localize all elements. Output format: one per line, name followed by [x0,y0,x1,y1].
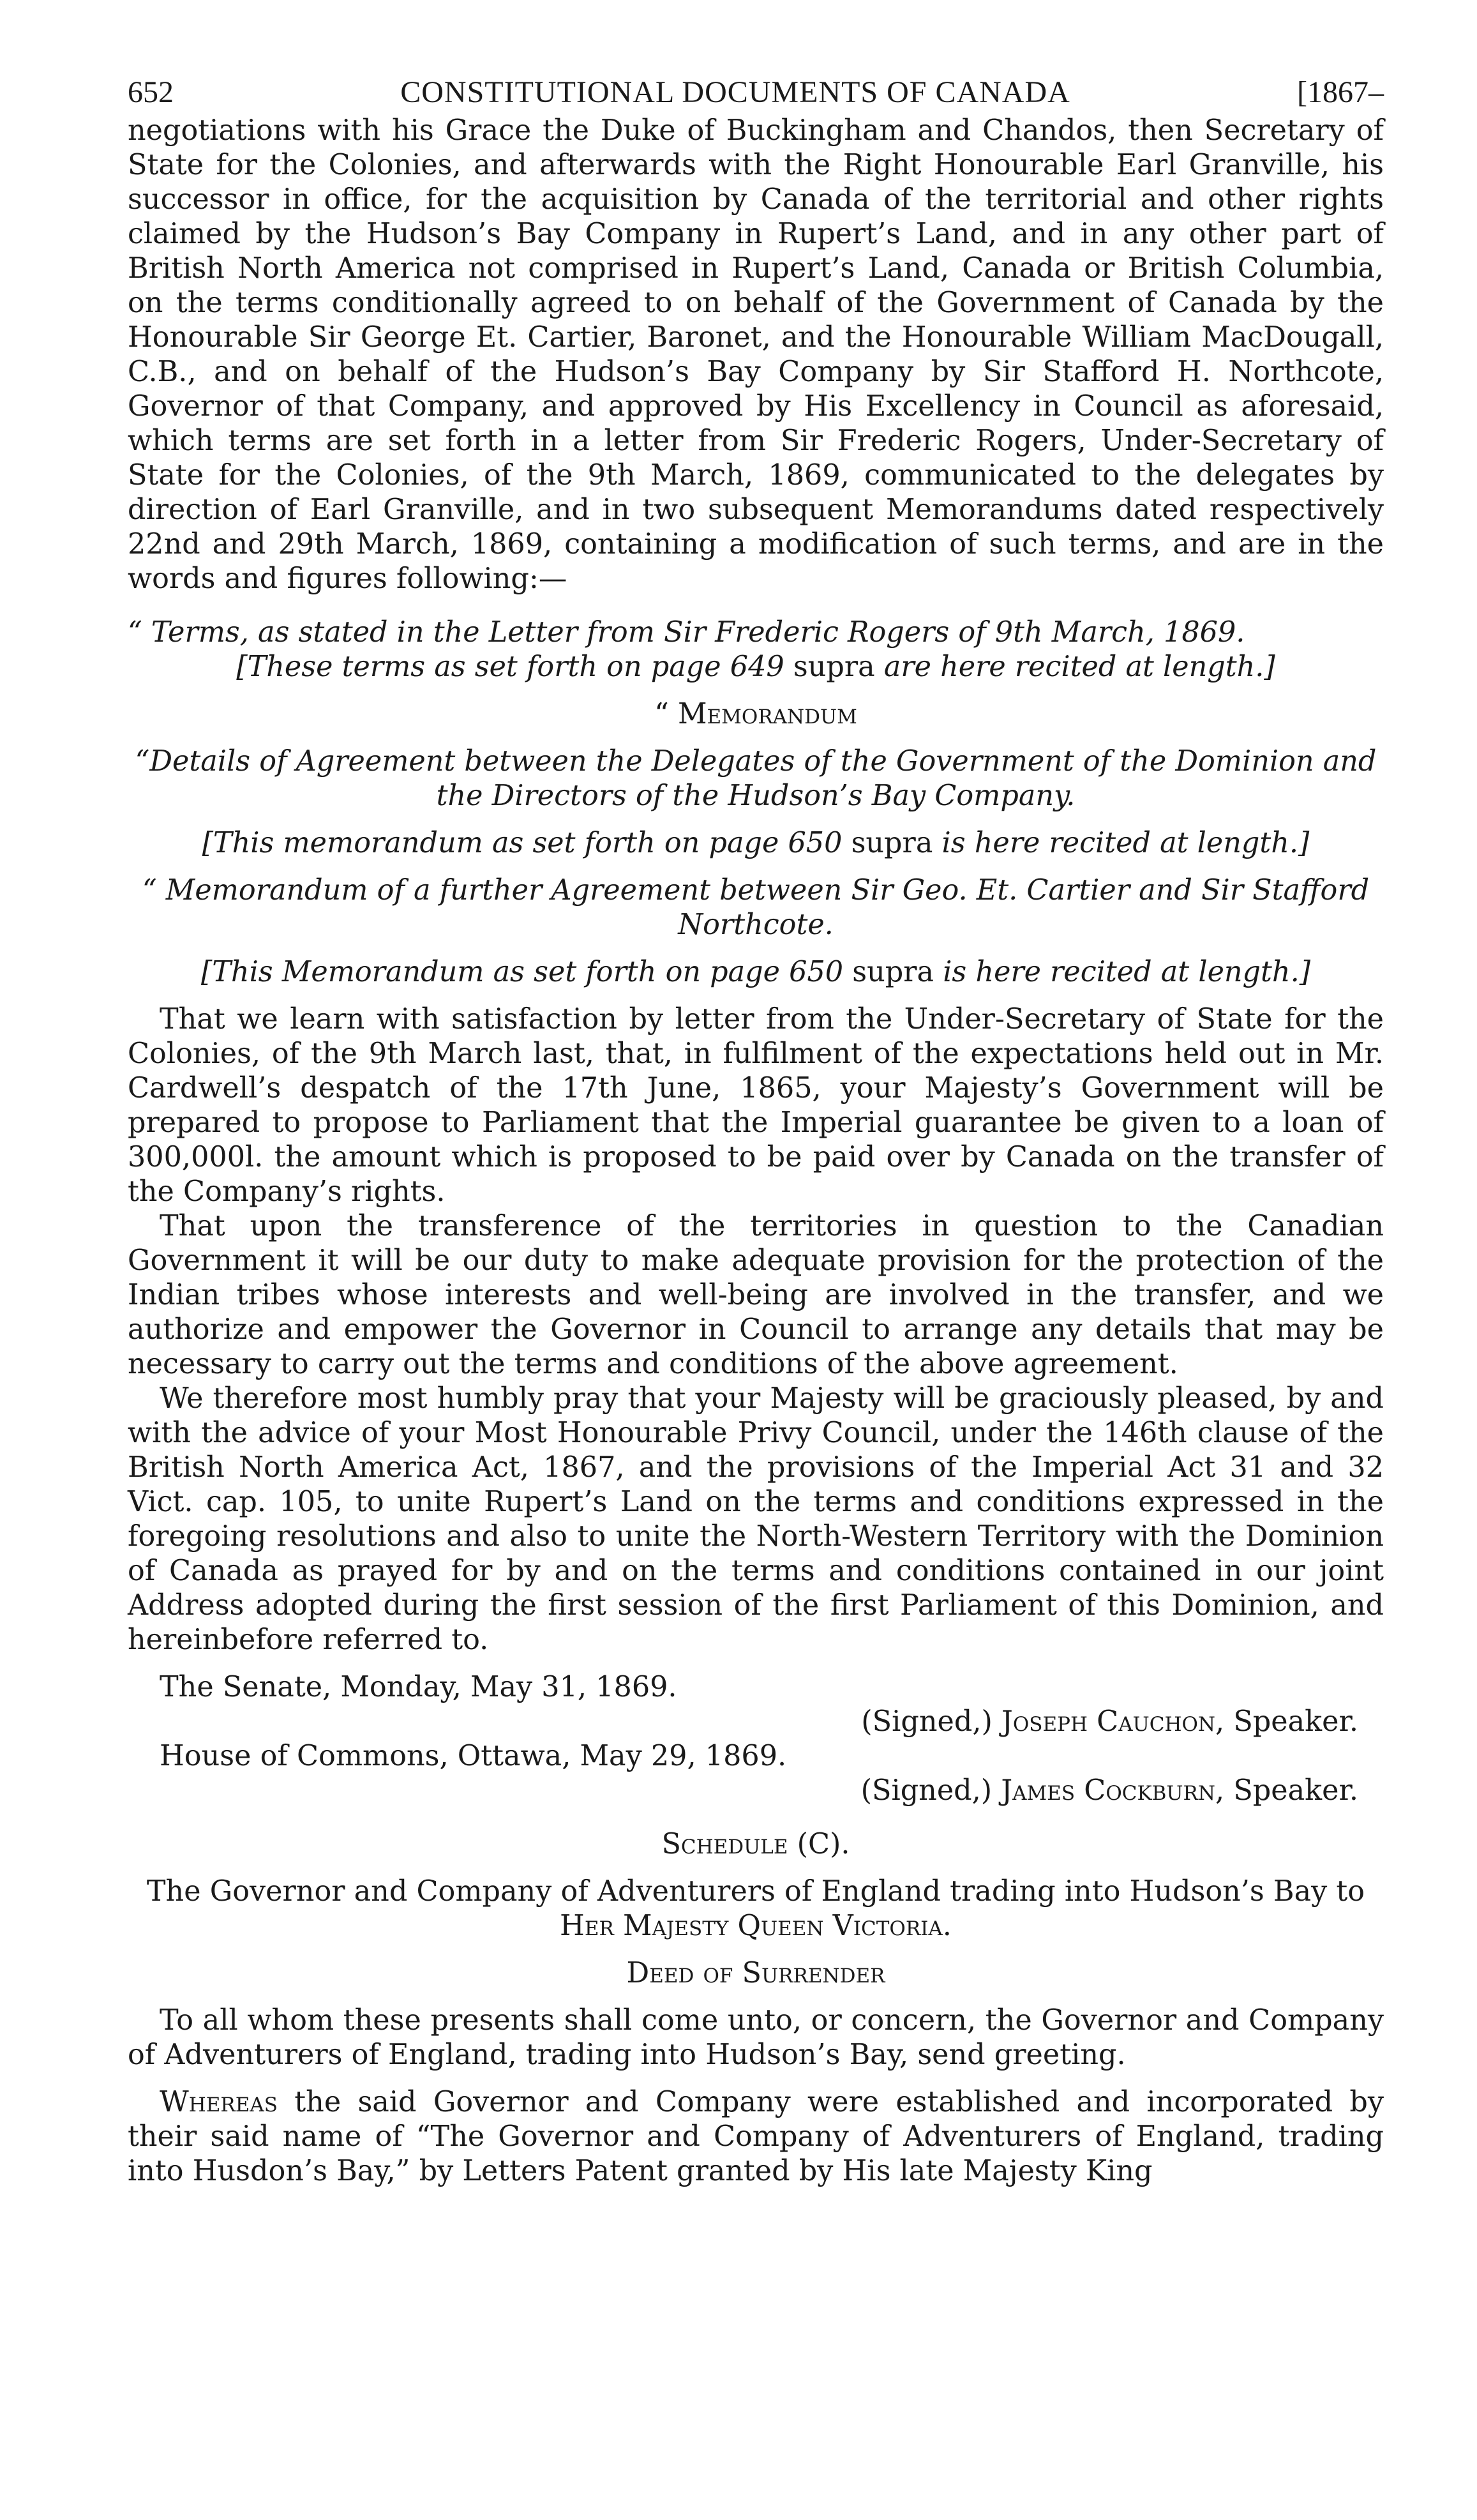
page-number: 652 [128,75,174,109]
commons-signature [128,1774,1384,1808]
commons-line: House of Commons, Ottawa, May 29, 1869. [160,1740,787,1772]
recital-1-supra: supra [793,651,875,683]
signature-block [128,1670,1384,1808]
body-paragraph-4: We therefore most humbly pray that your Majesty will be graciously pleased, by and with the advice of your Most Honourable Privy Council, under the 146th clause of the British North America Act, 1867, and the provisions of the Imperial Act 31 and 32 Vict. cap. 105, to unite Rupert’s Land on the terms and conditions expressed in the foregoing resolutions and also to unite the North-Western Territory with the Dominion of Canada as prayed for by and on the terms and conditions contained in our joint Address adopted during the first session of the first Parliament of this Dominion, and hereinbefore referred to. [128,1382,1384,1656]
whereas-text: the said Governor and Company were established and incorporated by their said name of “The Governor and Company of Adventurers of England, trading into Husdon’s Bay,” by Letters Patent granted by His late Majesty King [128,2086,1384,2187]
body-paragraph-1: negotiations with his Grace the Duke of Buckingham and Chandos, then Secretary of State for the Colonies, and afterwards with the Right Honourable Earl Granville, his successor in office, for the acquisition by Canada of the territorial and other rights claimed by the Hudson’s Bay Company in Rupert’s Land, and in any other part of British North America not comprised in Rupert’s Land, Canada or British Columbia, on the terms conditionally agreed to on behalf of the Government of Canada by the Honourable Sir George Et. Cartier, Baronet, and the Honourable William MacDougall, C.B., and on behalf of the Hudson’s Bay Company by Sir Stafford H. Northcote, Governor of that Company, and approved by His Excellency in Council as aforesaid, which terms are set forth in a letter from Sir Frederic Rogers, Under-Secretary of State for the Colonies, of the 9th March, 1869, communicated to the delegates by direction of Earl Granville, and in two subsequent Memorandums dated respectively 22nd and 29th March, 1869, containing a modification of such terms, and are in the words and figures following:— [128,114,1384,595]
memorandum-heading: “ Memorandum [654,698,857,730]
deed-greeting: To all whom these presents shall come unto, or concern, the Governor and Company of Adventurers of England, trading into Hudson’s Bay, send greeting. [128,2004,1384,2071]
commons-speaker-role: , Speaker. [1215,1774,1358,1807]
senate-signed: (Signed,) [861,1705,993,1738]
terms-heading: “ Terms, as stated in the Letter from Sir Frederic Rogers of 9th March, 1869. [128,616,1245,649]
senate-line: The Senate, Monday, May 31, 1869. [160,1671,677,1703]
details-heading: “Details of Agreement between the Delegates of the Government of the Dominion and the Directors of the Hudson’s Bay Company. [135,745,1377,812]
recital-3-b: is here recited at length.] [943,956,1311,988]
body-paragraph-3: That upon the transference of the territories in question to the Canadian Government it will be our duty to make adequate provision for the protection of the Indian tribes whose interests and well-being are involved in the transfer, and we authorize and empower the Governor in Council to arrange any details that may be necessary to carry out the terms and conditions of the above agreement. [128,1210,1384,1380]
recital-1-a: [These terms as set forth on page 649 [236,651,784,683]
senate-signature [128,1705,1384,1739]
senate-speaker-role: , Speaker. [1215,1705,1358,1738]
recital-2-a: [This memorandum as set forth on page 650 [202,827,843,859]
recital-2-b: is here recited at length.] [941,827,1310,859]
recital-2 [128,826,1384,861]
whereas-paragraph [128,2085,1384,2189]
recital-1 [128,650,1384,684]
further-agreement-heading: “ Memorandum of a further Agreement between Sir Geo. Et. Cartier and Sir Stafford Northcote. [142,874,1370,941]
deed-heading: Deed of Surrender [626,1957,885,1989]
senate-speaker-name: Joseph Cauchon [1001,1705,1216,1738]
running-header [128,75,1384,112]
recital-3 [128,955,1384,990]
recital-1-b: are here recited at length.] [883,651,1275,683]
recital-2-supra: supra [851,827,933,859]
recital-3-supra: supra [852,956,934,988]
schedule-heading: Schedule (C). [661,1828,850,1860]
document-page [128,75,1384,2189]
commons-signed: (Signed,) [860,1774,993,1807]
schedule-parties [128,1875,1384,1943]
running-title: CONSTITUTIONAL DOCUMENTS OF CANADA [400,75,1070,109]
body-paragraph-2: That we learn with satisfaction by letter from the Under-Secretary of State for the Colonies, of the 9th March last, that, in fulfilment of the expectations held out in Mr. Cardwell’s despatch of the 17th June, 1865, your Majesty’s Government will be prepared to propose to Parliament that the Imperial guarantee be given to a loan of 300,000l. the amount which is proposed to be paid over by Canada on the transfer of the Company’s rights. [128,1003,1384,1208]
schedule-parties-b: Her Majesty Queen Victoria. [560,1910,952,1942]
recital-3-a: [This Memorandum as set forth on page 650 [200,956,844,988]
commons-speaker-name: James Cockburn [1001,1774,1216,1807]
schedule-parties-a: The Governor and Company of Adventurers of England trading into Hudson’s Bay to [146,1875,1365,1908]
whereas-word: Whereas [160,2086,278,2118]
year-bracket: [1867– [1297,75,1384,109]
